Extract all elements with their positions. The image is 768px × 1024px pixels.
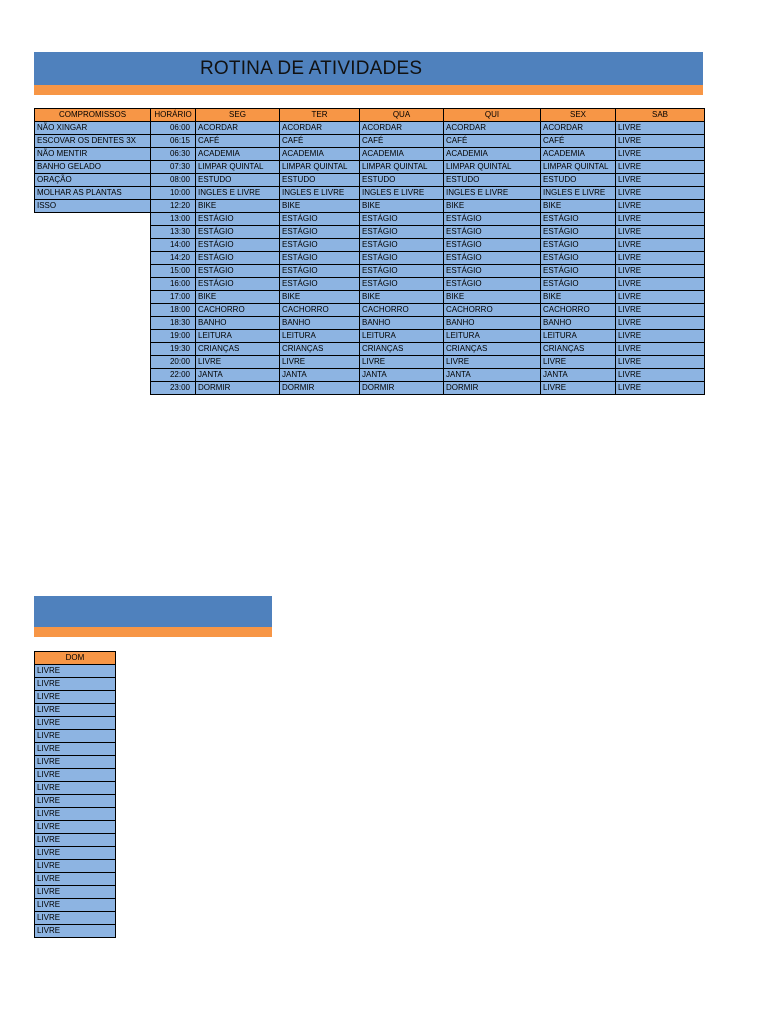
activity-cell[interactable]: ESTÁGIO [196, 265, 280, 278]
activity-cell[interactable]: CACHORRO [444, 304, 541, 317]
activity-cell[interactable]: ESTÁGIO [360, 265, 444, 278]
time-cell[interactable]: 08:00 [151, 174, 196, 187]
activity-cell[interactable]: LIVRE [616, 304, 705, 317]
dom-activity-cell[interactable]: LIVRE [35, 925, 116, 938]
activity-cell[interactable]: LIVRE [616, 135, 705, 148]
activity-cell[interactable]: LIVRE [196, 356, 280, 369]
activity-cell[interactable]: ACORDAR [280, 122, 360, 135]
table-row [35, 847, 116, 860]
activity-cell[interactable]: ESTUDO [444, 174, 541, 187]
activity-cell[interactable]: ESTÁGIO [280, 226, 360, 239]
time-cell[interactable]: 15:00 [151, 265, 196, 278]
empty-cell [35, 265, 151, 278]
activity-cell[interactable]: CAFÉ [280, 135, 360, 148]
activity-cell[interactable]: LIVRE [616, 330, 705, 343]
table-row [35, 743, 116, 756]
activity-cell[interactable]: ESTUDO [360, 174, 444, 187]
activity-cell[interactable]: CACHORRO [541, 304, 616, 317]
commitment-cell[interactable]: MOLHAR AS PLANTAS [35, 187, 151, 200]
activity-cell[interactable]: ACADEMIA [196, 148, 280, 161]
activity-cell[interactable]: LIVRE [616, 161, 705, 174]
empty-cell [35, 291, 151, 304]
activity-cell[interactable]: ESTÁGIO [196, 252, 280, 265]
time-cell[interactable]: 23:00 [151, 382, 196, 395]
second-header-band [34, 596, 272, 627]
activity-cell[interactable]: LIMPAR QUINTAL [444, 161, 541, 174]
activity-cell[interactable]: CACHORRO [280, 304, 360, 317]
activity-cell[interactable]: DORMIR [360, 382, 444, 395]
commitment-cell[interactable]: NÃO XINGAR [35, 122, 151, 135]
activity-cell[interactable]: LIVRE [616, 317, 705, 330]
empty-cell [35, 252, 151, 265]
dom-activity-cell[interactable]: LIVRE [35, 704, 116, 717]
table-row [35, 200, 705, 213]
table-row [35, 730, 116, 743]
activity-cell[interactable]: ACADEMIA [541, 148, 616, 161]
activity-cell[interactable]: LIMPAR QUINTAL [541, 161, 616, 174]
table-row [35, 356, 705, 369]
activity-cell[interactable]: CRIANÇAS [360, 343, 444, 356]
activity-cell[interactable]: LIVRE [616, 226, 705, 239]
table-row [35, 808, 116, 821]
activity-cell[interactable]: ESTUDO [196, 174, 280, 187]
activity-cell[interactable]: ESTÁGIO [541, 278, 616, 291]
activity-cell[interactable]: ESTÁGIO [444, 265, 541, 278]
table-row [35, 782, 116, 795]
activity-cell[interactable]: CACHORRO [196, 304, 280, 317]
header-cell[interactable]: SEX [541, 109, 616, 122]
activity-cell[interactable]: LIVRE [616, 187, 705, 200]
table-row [35, 691, 116, 704]
activity-cell[interactable]: BIKE [541, 200, 616, 213]
table-row [35, 717, 116, 730]
activity-cell[interactable]: LIVRE [360, 356, 444, 369]
activity-cell[interactable]: ESTÁGIO [360, 278, 444, 291]
activity-cell[interactable]: LIVRE [616, 278, 705, 291]
activity-cell[interactable]: JANTA [360, 369, 444, 382]
table-row [35, 213, 705, 226]
table-row [35, 860, 116, 873]
time-cell[interactable]: 17:00 [151, 291, 196, 304]
activity-cell[interactable]: ESTÁGIO [360, 226, 444, 239]
activity-cell[interactable]: ESTÁGIO [280, 252, 360, 265]
activity-cell[interactable]: ACORDAR [541, 122, 616, 135]
activity-cell[interactable]: LIVRE [280, 356, 360, 369]
activity-cell[interactable]: CAFÉ [196, 135, 280, 148]
activity-cell[interactable]: LIVRE [616, 382, 705, 395]
dom-activity-cell[interactable]: LIVRE [35, 834, 116, 847]
time-cell[interactable]: 13:30 [151, 226, 196, 239]
table-row [35, 317, 705, 330]
activity-cell[interactable]: INGLES E LIVRE [360, 187, 444, 200]
table-row [35, 330, 705, 343]
activity-cell[interactable]: BIKE [360, 291, 444, 304]
dom-activity-cell[interactable]: LIVRE [35, 691, 116, 704]
time-cell[interactable]: 19:30 [151, 343, 196, 356]
activity-cell[interactable]: LIMPAR QUINTAL [360, 161, 444, 174]
dom-activity-cell[interactable]: LIVRE [35, 782, 116, 795]
activity-cell[interactable]: ACADEMIA [444, 148, 541, 161]
activity-cell[interactable]: ESTÁGIO [444, 213, 541, 226]
activity-cell[interactable]: LIVRE [616, 213, 705, 226]
empty-cell [35, 382, 151, 395]
time-cell[interactable]: 06:15 [151, 135, 196, 148]
activity-cell[interactable]: ESTÁGIO [541, 265, 616, 278]
activity-cell[interactable]: LIMPAR QUINTAL [280, 161, 360, 174]
table-row [35, 382, 705, 395]
activity-cell[interactable]: BIKE [280, 200, 360, 213]
activity-cell[interactable]: DORMIR [444, 382, 541, 395]
activity-cell[interactable]: CAFÉ [541, 135, 616, 148]
activity-cell[interactable]: LIVRE [616, 148, 705, 161]
dom-activity-cell[interactable]: LIVRE [35, 743, 116, 756]
activity-cell[interactable]: ESTÁGIO [360, 239, 444, 252]
dom-activity-cell[interactable]: LIVRE [35, 873, 116, 886]
activity-cell[interactable]: ACADEMIA [360, 148, 444, 161]
activity-cell[interactable]: LIVRE [616, 122, 705, 135]
dom-activity-cell[interactable]: LIVRE [35, 769, 116, 782]
activity-cell[interactable]: ESTÁGIO [444, 226, 541, 239]
table-row [35, 756, 116, 769]
table-row [35, 239, 705, 252]
activity-cell[interactable]: CAFÉ [360, 135, 444, 148]
activity-cell[interactable]: ESTÁGIO [444, 239, 541, 252]
empty-cell [35, 317, 151, 330]
time-cell[interactable]: 18:00 [151, 304, 196, 317]
activity-cell[interactable]: LIMPAR QUINTAL [196, 161, 280, 174]
activity-cell[interactable]: LIVRE [616, 343, 705, 356]
table-row [35, 291, 705, 304]
time-cell[interactable]: 07:30 [151, 161, 196, 174]
time-cell[interactable]: 16:00 [151, 278, 196, 291]
activity-cell[interactable]: LIVRE [616, 252, 705, 265]
activity-cell[interactable]: LIVRE [616, 356, 705, 369]
dom-activity-cell[interactable]: LIVRE [35, 808, 116, 821]
dom-activity-cell[interactable]: LIVRE [35, 860, 116, 873]
activity-cell[interactable]: LEITURA [541, 330, 616, 343]
activity-cell[interactable]: LEITURA [196, 330, 280, 343]
activity-cell[interactable]: CRIANÇAS [196, 343, 280, 356]
dom-activity-cell[interactable]: LIVRE [35, 847, 116, 860]
activity-cell[interactable]: INGLES E LIVRE [196, 187, 280, 200]
table-row [35, 343, 705, 356]
table-row [35, 886, 116, 899]
table-row [35, 834, 116, 847]
empty-cell [35, 239, 151, 252]
table-row [35, 873, 116, 886]
empty-cell [35, 330, 151, 343]
activity-cell[interactable]: BANHO [444, 317, 541, 330]
table-row [35, 187, 705, 200]
activity-cell[interactable]: INGLES E LIVRE [444, 187, 541, 200]
dom-activity-cell[interactable]: LIVRE [35, 756, 116, 769]
table-row [35, 265, 705, 278]
empty-cell [35, 369, 151, 382]
activity-cell[interactable]: LIVRE [616, 239, 705, 252]
activity-cell[interactable]: BANHO [196, 317, 280, 330]
activity-cell[interactable]: CRIANÇAS [280, 343, 360, 356]
header-cell[interactable]: QUA [360, 109, 444, 122]
activity-cell[interactable]: ESTÁGIO [444, 278, 541, 291]
activity-cell[interactable]: LIVRE [616, 291, 705, 304]
table-row [35, 226, 705, 239]
schedule-table [34, 108, 705, 395]
activity-cell[interactable]: ESTÁGIO [280, 239, 360, 252]
activity-cell[interactable]: INGLES E LIVRE [280, 187, 360, 200]
time-cell[interactable]: 20:00 [151, 356, 196, 369]
dom-activity-cell[interactable]: LIVRE [35, 821, 116, 834]
table-row [35, 174, 705, 187]
activity-cell[interactable]: ESTÁGIO [541, 252, 616, 265]
activity-cell[interactable]: BANHO [280, 317, 360, 330]
activity-cell[interactable]: JANTA [541, 369, 616, 382]
dom-activity-cell[interactable]: LIVRE [35, 678, 116, 691]
activity-cell[interactable]: JANTA [280, 369, 360, 382]
activity-cell[interactable]: ACORDAR [360, 122, 444, 135]
activity-cell[interactable]: ESTÁGIO [196, 278, 280, 291]
dom-header-cell[interactable]: DOM [35, 652, 116, 665]
activity-cell[interactable]: JANTA [444, 369, 541, 382]
activity-cell[interactable]: BIKE [541, 291, 616, 304]
table-row [35, 161, 705, 174]
activity-cell[interactable]: CAFÉ [444, 135, 541, 148]
time-cell[interactable]: 14:00 [151, 239, 196, 252]
title-accent-stripe [34, 85, 703, 95]
table-row [35, 769, 116, 782]
time-cell[interactable]: 06:00 [151, 122, 196, 135]
activity-cell[interactable]: INGLES E LIVRE [541, 187, 616, 200]
commitment-cell[interactable]: ORAÇÃO [35, 174, 151, 187]
header-cell[interactable]: HORÁRIO [151, 109, 196, 122]
time-cell[interactable]: 10:00 [151, 187, 196, 200]
time-cell[interactable]: 19:00 [151, 330, 196, 343]
table-row [35, 795, 116, 808]
table-row [35, 148, 705, 161]
sheet-title: ROTINA DE ATIVIDADES [200, 58, 423, 79]
table-row [35, 278, 705, 291]
activity-cell[interactable]: BANHO [541, 317, 616, 330]
table-row [35, 704, 116, 717]
table-row [35, 821, 116, 834]
activity-cell[interactable]: LEITURA [280, 330, 360, 343]
activity-cell[interactable]: LIVRE [616, 265, 705, 278]
activity-cell[interactable]: DORMIR [280, 382, 360, 395]
commitment-cell[interactable]: ISSO [35, 200, 151, 213]
schedule-header-row [35, 109, 705, 122]
activity-cell[interactable]: ESTÁGIO [196, 239, 280, 252]
time-cell[interactable]: 14:20 [151, 252, 196, 265]
empty-cell [35, 343, 151, 356]
dom-activity-cell[interactable]: LIVRE [35, 886, 116, 899]
activity-cell[interactable]: LEITURA [444, 330, 541, 343]
activity-cell[interactable]: ESTUDO [280, 174, 360, 187]
activity-cell[interactable]: BIKE [444, 200, 541, 213]
activity-cell[interactable]: BIKE [360, 200, 444, 213]
activity-cell[interactable]: ACORDAR [444, 122, 541, 135]
table-row [35, 252, 705, 265]
dom-activity-cell[interactable]: LIVRE [35, 899, 116, 912]
table-row [35, 925, 116, 938]
header-cell[interactable]: COMPROMISSOS [35, 109, 151, 122]
time-cell[interactable]: 13:00 [151, 213, 196, 226]
activity-cell[interactable]: ESTÁGIO [280, 278, 360, 291]
activity-cell[interactable]: LEITURA [360, 330, 444, 343]
activity-cell[interactable]: LIVRE [541, 356, 616, 369]
sunday-table [34, 651, 116, 938]
dom-activity-cell[interactable]: LIVRE [35, 717, 116, 730]
table-row [35, 369, 705, 382]
activity-cell[interactable]: CACHORRO [360, 304, 444, 317]
activity-cell[interactable]: ESTÁGIO [360, 213, 444, 226]
activity-cell[interactable]: LIVRE [616, 174, 705, 187]
commitment-cell[interactable]: NÃO MENTIR [35, 148, 151, 161]
dom-activity-cell[interactable]: LIVRE [35, 795, 116, 808]
activity-cell[interactable]: BIKE [444, 291, 541, 304]
activity-cell[interactable]: LIVRE [616, 369, 705, 382]
activity-cell[interactable]: BIKE [280, 291, 360, 304]
empty-cell [35, 304, 151, 317]
commitment-cell[interactable]: ESCOVAR OS DENTES 3X [35, 135, 151, 148]
activity-cell[interactable]: ESTÁGIO [280, 265, 360, 278]
table-row [35, 135, 705, 148]
time-cell[interactable]: 06:30 [151, 148, 196, 161]
table-row [35, 304, 705, 317]
activity-cell[interactable]: ESTÁGIO [444, 252, 541, 265]
time-cell[interactable]: 22:00 [151, 369, 196, 382]
empty-cell [35, 356, 151, 369]
activity-cell[interactable]: ESTÁGIO [541, 239, 616, 252]
table-row [35, 665, 116, 678]
activity-cell[interactable]: LIVRE [616, 200, 705, 213]
activity-cell[interactable]: BANHO [360, 317, 444, 330]
empty-cell [35, 213, 151, 226]
header-cell[interactable]: QUI [444, 109, 541, 122]
second-accent-stripe [34, 627, 272, 637]
time-cell[interactable]: 12:20 [151, 200, 196, 213]
activity-cell[interactable]: CRIANÇAS [541, 343, 616, 356]
empty-cell [35, 278, 151, 291]
header-cell[interactable]: SAB [616, 109, 705, 122]
activity-cell[interactable]: ESTUDO [541, 174, 616, 187]
activity-cell[interactable]: BIKE [196, 291, 280, 304]
activity-cell[interactable]: ESTÁGIO [280, 213, 360, 226]
empty-cell [35, 226, 151, 239]
dom-activity-cell[interactable]: LIVRE [35, 912, 116, 925]
table-row [35, 678, 116, 691]
dom-activity-cell[interactable]: LIVRE [35, 665, 116, 678]
activity-cell[interactable]: LIVRE [541, 382, 616, 395]
activity-cell[interactable]: ACORDAR [196, 122, 280, 135]
header-cell[interactable]: TER [280, 109, 360, 122]
activity-cell[interactable]: ESTÁGIO [360, 252, 444, 265]
activity-cell[interactable]: DORMIR [196, 382, 280, 395]
activity-cell[interactable]: CRIANÇAS [444, 343, 541, 356]
table-row [35, 899, 116, 912]
dom-activity-cell[interactable]: LIVRE [35, 730, 116, 743]
activity-cell[interactable]: ACADEMIA [280, 148, 360, 161]
table-row [35, 122, 705, 135]
activity-cell[interactable]: BIKE [196, 200, 280, 213]
time-cell[interactable]: 18:30 [151, 317, 196, 330]
commitment-cell[interactable]: BANHO GELADO [35, 161, 151, 174]
activity-cell[interactable]: ESTÁGIO [196, 213, 280, 226]
activity-cell[interactable]: LIVRE [444, 356, 541, 369]
activity-cell[interactable]: ESTÁGIO [196, 226, 280, 239]
header-cell[interactable]: SEG [196, 109, 280, 122]
activity-cell[interactable]: JANTA [196, 369, 280, 382]
table-row [35, 912, 116, 925]
activity-cell[interactable]: ESTÁGIO [541, 226, 616, 239]
activity-cell[interactable]: ESTÁGIO [541, 213, 616, 226]
